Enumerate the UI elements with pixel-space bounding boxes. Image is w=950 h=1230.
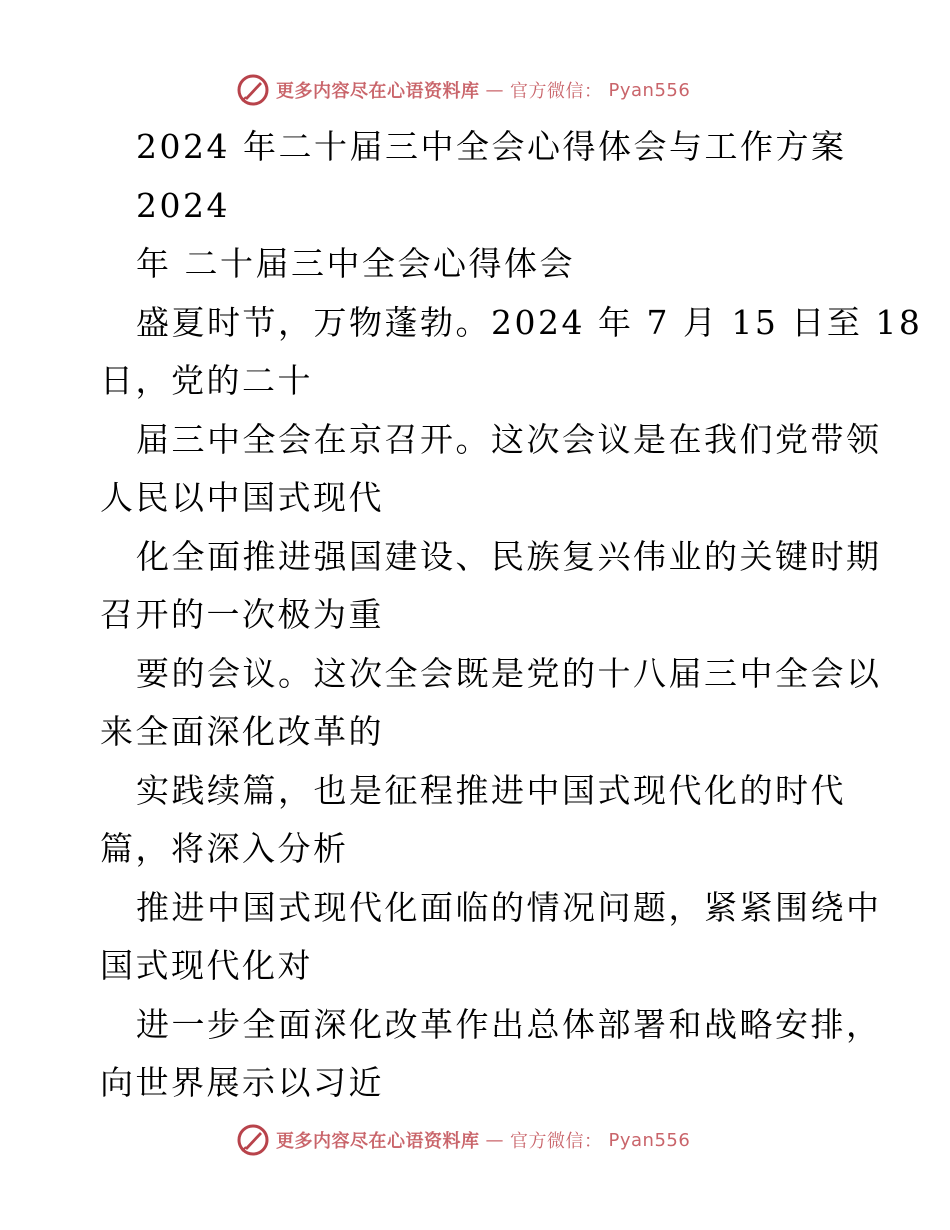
- text-line: 2024: [136, 185, 230, 225]
- text-line: 2024 年二十届三中全会心得体会与工作方案: [136, 127, 847, 166]
- text-line: 进一步全面深化改革作出总体部署和战略安排，: [136, 1004, 882, 1044]
- watermark-sub-text: 官方微信：: [510, 81, 603, 102]
- text-line: 推进中国式现代化面临的情况问题，紧紧围绕中: [136, 887, 882, 927]
- text-line: 向世界展示以习近: [100, 1063, 384, 1102]
- document-body: [100, 118, 923, 1113]
- text-line: 篇，将深入分析: [100, 829, 349, 868]
- watermark-separator: —: [485, 1129, 504, 1151]
- text-line: 要的会议。这次全会既是党的十八届三中全会以: [136, 653, 882, 693]
- watermark-wechat-id: Pyan556: [608, 1129, 691, 1151]
- text-line: 化全面推进强国建设、民族复兴伟业的关键时期: [136, 536, 882, 576]
- text-line: 来全面深化改革的: [100, 712, 384, 751]
- watermark-separator: —: [485, 79, 504, 101]
- text-line: 日，党的二十: [100, 361, 313, 400]
- text-line: 召开的一次极为重: [100, 595, 384, 634]
- text-line: 国式现代化对: [100, 946, 313, 985]
- footer-watermark: [236, 1122, 690, 1158]
- quill-circle-logo-icon: [236, 73, 270, 107]
- text-line: 年 二十届三中全会心得体会: [136, 244, 575, 283]
- text-line: 人民以中国式现代: [100, 478, 384, 517]
- watermark-main-text: 更多内容尽在心语资料库: [276, 1131, 480, 1152]
- text-line: 盛夏时节，万物蓬勃。2024 年 7 月 15 日至 18: [136, 302, 923, 342]
- text-line: 届三中全会在京召开。这次会议是在我们党带领: [136, 419, 882, 459]
- watermark-main-text: 更多内容尽在心语资料库: [276, 81, 480, 102]
- header-watermark: [236, 72, 690, 108]
- quill-circle-logo-icon: [236, 1123, 270, 1157]
- text-line: 实践续篇，也是征程推进中国式现代化的时代: [136, 770, 846, 810]
- watermark-wechat-id: Pyan556: [608, 79, 691, 101]
- watermark-sub-text: 官方微信：: [510, 1131, 603, 1152]
